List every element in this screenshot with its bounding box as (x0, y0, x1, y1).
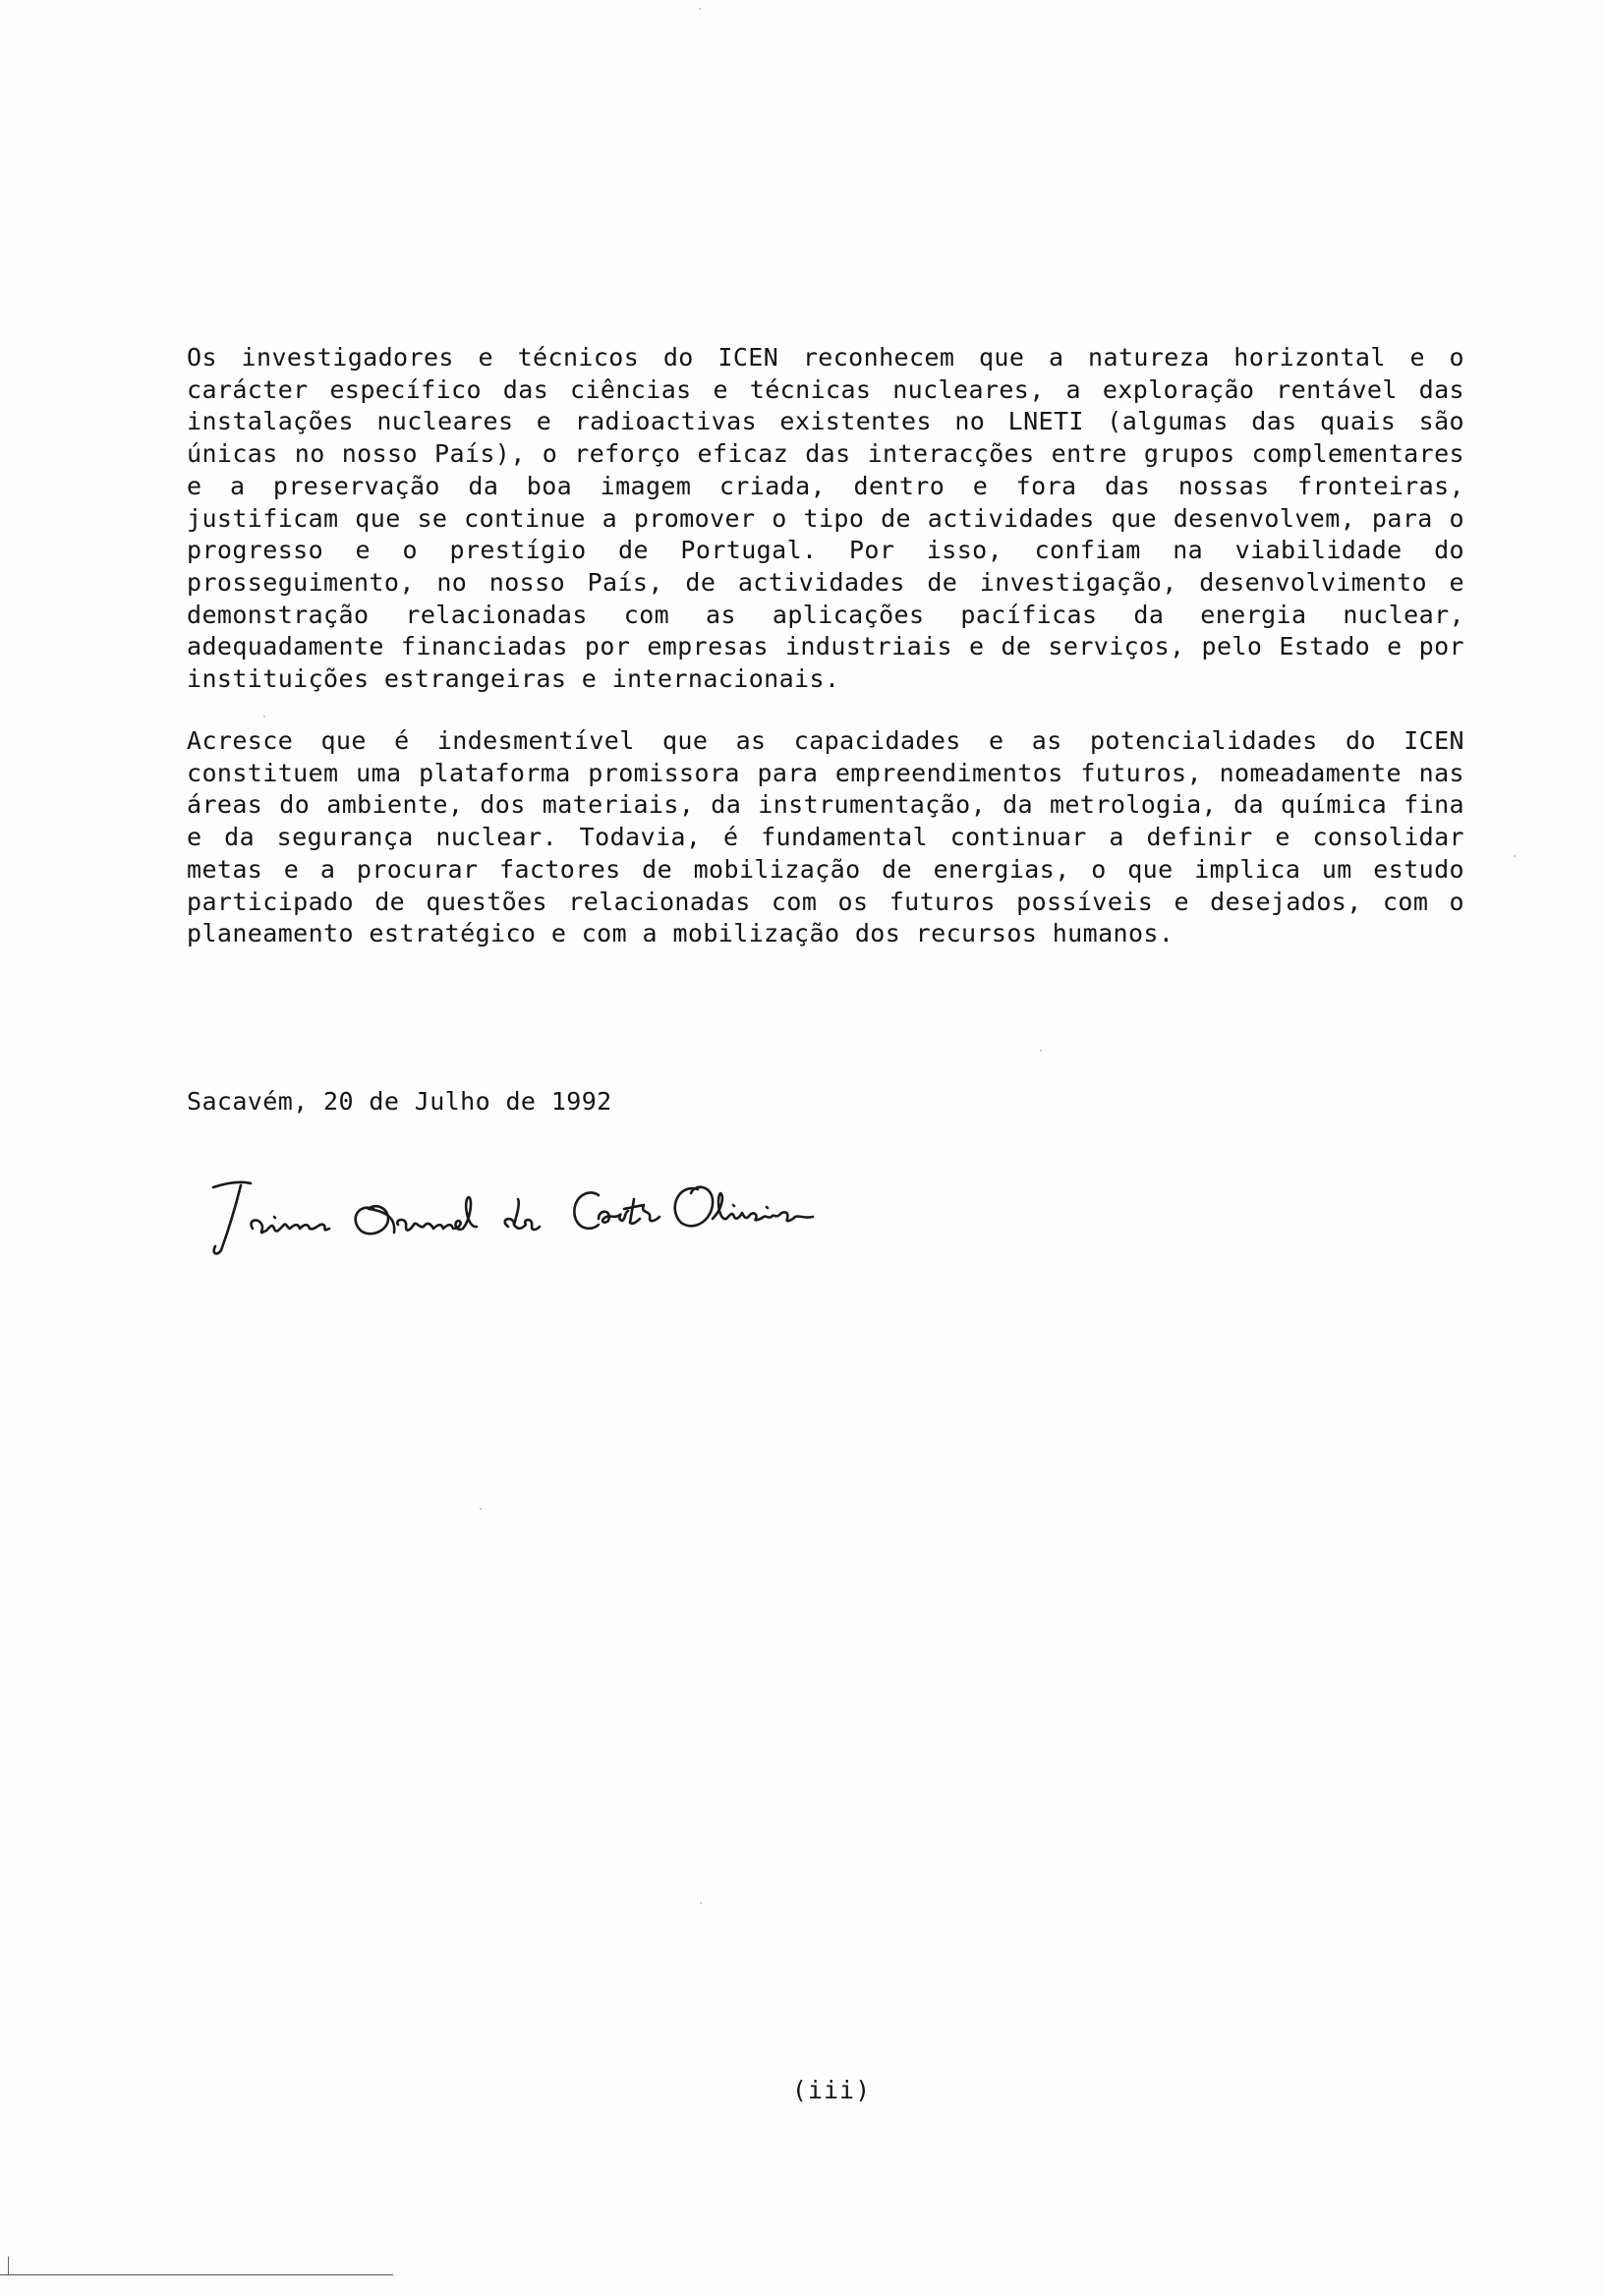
scan-speck (1040, 1050, 1042, 1052)
page-edge-line (0, 2274, 393, 2275)
page-edge-tick (8, 2257, 9, 2274)
scan-speck (699, 8, 701, 10)
scan-speck (480, 1508, 482, 1510)
signature-image (201, 1160, 948, 1268)
paragraph-2: Acresce que é indesmentível que as capacidades e as potencialidades do ICEN constituem uma plataforma promissora para empreendimentos futuros, nomeadamente nas áreas do ambiente, dos materiais, da instrumentação, da metrologia, da química fina e da segurança nuclear. Todavia, é fundamental continuar a definir e consolidar metas e a procurar factores de mobilização de energias, o que implica um estudo participado de questões relacionadas com os futuros possíveis e desejados, com o planeamento estratégico e com a mobilização dos recursos humanos. (187, 726, 1464, 948)
date-line: Sacavém, 20 de Julho de 1992 (187, 1087, 612, 1116)
scan-speck (700, 1902, 702, 1904)
scan-speck (263, 716, 265, 718)
page-number: (iii) (791, 2076, 872, 2104)
paragraph-1: Os investigadores e técnicos do ICEN reconhecem que a natureza horizontal e o carácter específico das ciências e técnicas nucleares, a exploração rentável das instalações nucleares e radioactivas existentes no LNETI (algumas das quais são únicas no nosso País), o reforço eficaz das interacções entre grupos complementares e a preservação da boa imagem criada, dentro e fora das nossas fronteiras, justificam que se continue a promover o tipo de actividades que desenvolvem, para o progresso e o prestígio de Portugal. Por isso, confiam na viabilidade do prosseguimento, no nosso País, de actividades de investigação, desenvolvimento e demonstração relacionadas com as aplicações pacíficas da energia nuclear, adequadamente financiadas por empresas industriais e de serviços, pelo Estado e por instituições estrangeiras e internacionais. (187, 343, 1464, 694)
scan-speck (1514, 855, 1516, 857)
